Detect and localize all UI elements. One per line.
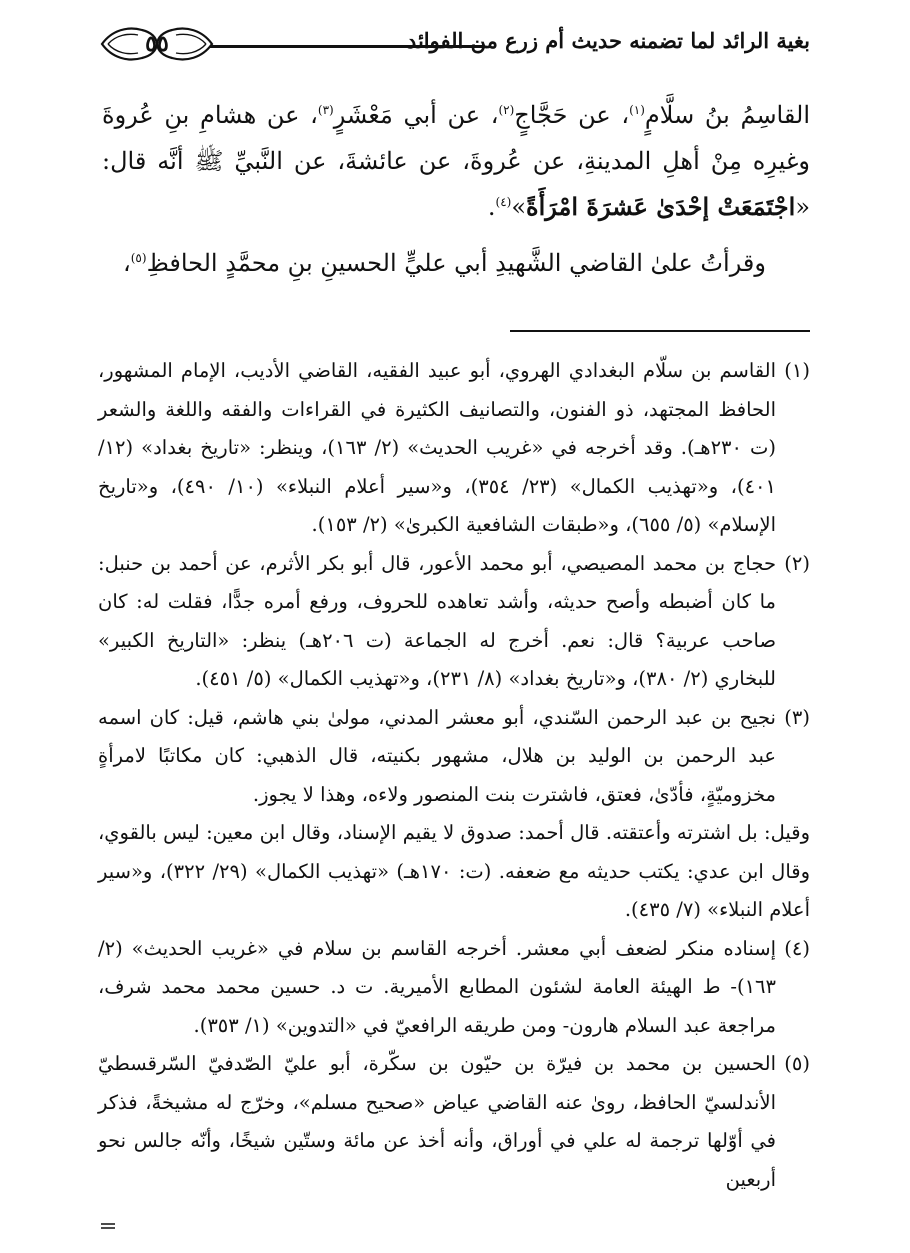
footnote-number: (٣) (784, 705, 810, 729)
footnote (98, 699, 810, 815)
text-span: وقرأتُ علىٰ القاضي الشَّهيدِ أبي عليٍّ الحسينِ بنِ محمَّدٍ الحافظِ (146, 249, 766, 277)
footnote-ref: (٤) (495, 195, 512, 209)
footnote-separator (510, 330, 810, 332)
paragraph (102, 92, 810, 230)
continuation-mark-icon (100, 1222, 116, 1230)
footnote-continuation: وقيل: بل اشترته وأعتقته. قال أحمد: صدوق لا يقيم الإسناد، وقال ابن معين: ليس بالقوي، وقال ابن عدي: يكتب حديثه مع ضعفه. (ت: ١٧٠هـ) «تهذيب الكمال» (٢٩/ ٣٢٢)، و«سير أعلام النبلاء» (٧/ ٤٣٥). (98, 821, 811, 921)
footnote (98, 1045, 810, 1199)
text-span: القاسِمُ بنُ سلَّامٍ (644, 101, 810, 129)
paragraph (102, 240, 810, 286)
footnote-text: حجاج بن محمد المصيصي، أبو محمد الأعور، قال أبو بكر الأثرم، عن أحمد بن حنبل: ما كان أضبطه وأصح حديثه، وأشد تعاهده للحروف، ورفع أمره جدًّا، فقلت له: كان صاحب عربية؟ قال: نعم. أخرج له الجماعة (ت ٢٠٦هـ) ينظر: «التاريخ الكبير» للبخاري (٢/ ٣٨٠)، و«تاريخ بغداد» (٨/ ٢٣١)، و«تهذيب الكمال» (٥/ ٤٥١). (98, 551, 777, 690)
footnote-text: القاسم بن سلّام البغدادي الهروي، أبو عبيد الفقيه، القاضي الأديب، الإمام المشهور، الحافظ المجتهد، ذو الفنون، والتصانيف الكثيرة في القراءات والفقه واللغة والشعر (ت ٢٣٠هـ). وقد أخرجه في «غريب الحديث» (٢/ ١٦٣)، وينظر: «تاريخ بغداد» (١٢/ ٤٠١)، و«تهذيب الكمال» (٢٣/ ٣٥٤)، و«سير أعلام النبلاء» (١٠/ ٤٩٠)، و«تاريخ الإسلام» (٥/ ٦٥٥)، و«طبقات الشافعية الكبرىٰ» (٢/ ١٥٣). (98, 359, 776, 536)
footnote (98, 352, 810, 545)
footnote-number: (١) (784, 359, 810, 382)
footnotes (98, 352, 810, 1199)
footnote-ref: (٢) (498, 103, 515, 117)
text-span: ، عن أبي مَعْشَرٍ (333, 101, 499, 129)
footnote-number: (٥) (784, 1052, 810, 1075)
footnote-ref: (١) (629, 103, 645, 117)
footnote-text: الحسين بن محمد بن فيرّة بن حيّون بن سكّرة، أبو عليّ الصّدفيّ السّرقسطيّ الأندلسيّ الحافظ، روىٰ عنه القاضي عياض «صحيح مسلم»، وخرّج له مشيخةً، فذكر في أوّلها ترجمة له علي في أوراق، وأنه أخذ عن مائة وستّين شيخًا، وأنّه جالس نحو أربعين (98, 1052, 776, 1191)
page-number: ٥٥ (145, 31, 169, 57)
text-span: ، عن حَجَّاجٍ (514, 101, 630, 129)
text-span: . (487, 193, 496, 221)
hadith-quote: اجْتَمَعَتْ إحْدَىٰ عَشرَةَ امْرَأَةً (526, 192, 796, 221)
book-title: بغية الرائد لما تضمنه حديث أم زرع من الفوائد (406, 28, 810, 53)
footnote-text: إسناده منكر لضعف أبي معشر. أخرجه القاسم بن سلام في «غريب الحديث» (٢/ ١٦٣)- ط الهيئة العامة لشئون المطابع الأميرية. ت د. حسين محمد محمد شرف، مراجعة عبد السلام هارون- ومن طريقه الرافعيّ في «التدوين» (١/ ٣٥٣). (98, 936, 776, 1037)
footnote-ref: (٣) (317, 103, 334, 117)
header-rule (210, 45, 484, 48)
running-header (98, 22, 810, 66)
text-span: ، (122, 249, 131, 277)
footnote-text: نجيح بن عبد الرحمن السّندي، أبو معشر المدني، مولىٰ بني هاشم، قيل: كان اسمه عبد الرحمن بن الوليد بن هلال، مشهور بكنيته، قال الذهبي: كان مكاتبًا لامرأةٍ مخزوميّةٍ، فأدّىٰ، فعتق، فاشترت بنت المنصور ولاءه، وهذا لا يجوز. (98, 705, 776, 806)
footnote-number: (٢) (784, 551, 810, 575)
footnote-number: (٤) (784, 936, 810, 960)
text-span: ، عن هشامِ بنِ عُروةَ وغيرِه مِنْ أهلِ المدينةِ، عن عُروةَ، عن عائشةَ، عن النَّبيِّ ﷺ أنَّه قال: « (102, 101, 810, 221)
text-span: » (511, 193, 527, 221)
footnote (98, 930, 810, 1046)
footnote-ref: (٥) (130, 251, 147, 265)
main-text (102, 92, 810, 286)
footnote (98, 545, 810, 699)
